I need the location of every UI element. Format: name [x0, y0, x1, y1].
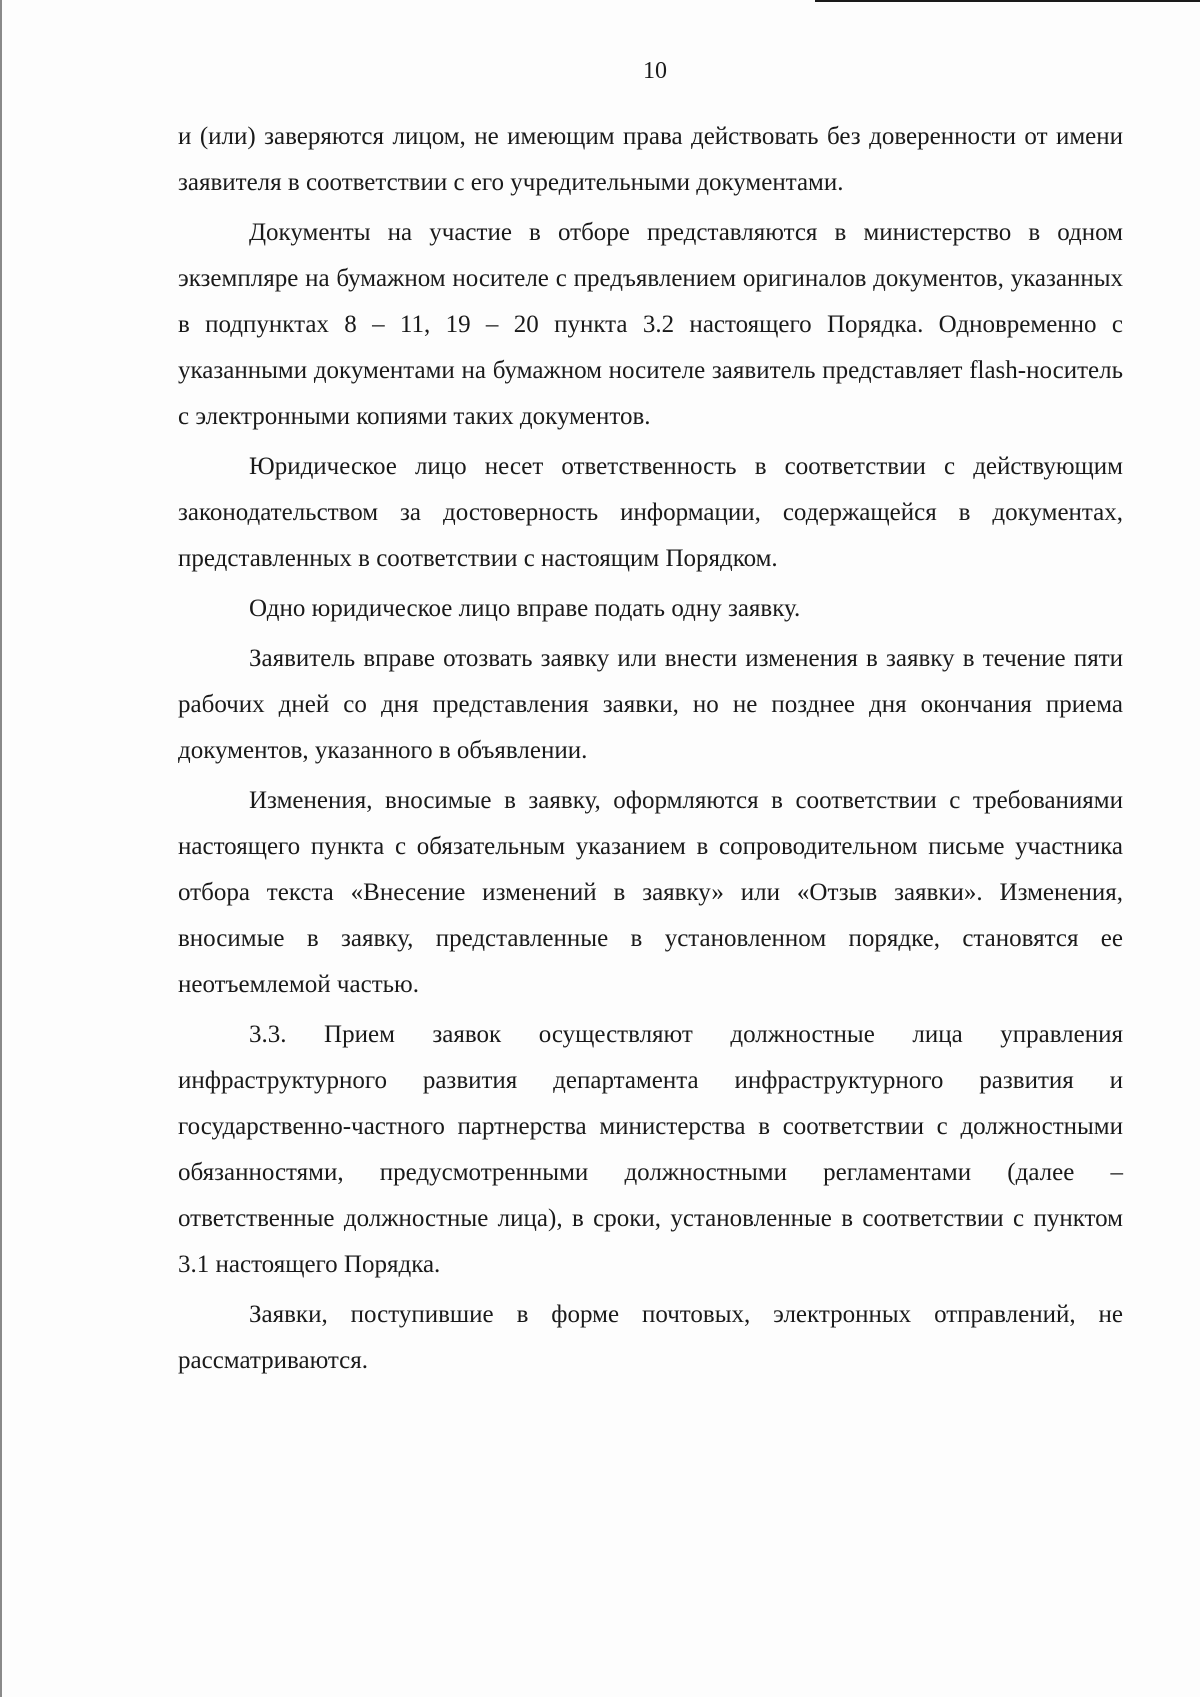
scan-top-edge — [815, 0, 1200, 2]
paragraph-8: Заявки, поступившие в форме почтовых, электронных отправлений, не рассматриваются. — [178, 1301, 1123, 1374]
paragraph-1: и (или) заверяются лицом, не имеющим права действовать без доверенности от имени заявителя в соответствии с его учредительными документами. — [178, 123, 1123, 196]
paragraph-7: 3.3. Прием заявок осуществляют должностные лица управления инфраструктурного развития департамента инфраструктурного развития и государственно-частного партнерства министерства в соответствии с должностными обязанностями, предусмотренными должностными регламентами (далее – ответственные должностные лица), в сроки, установленные в соответствии с пунктом 3.1 настоящего Порядка. — [178, 1021, 1123, 1278]
page-number: 10 — [643, 58, 667, 84]
paragraph-2: Документы на участие в отборе представляются в министерство в одном экземпляре на бумажном носителе с предъявлением оригиналов документов, указанных в подпунктах 8 – 11, 19 – 20 пункта 3.2 настоящего Порядка. Одновременно с указанными документами на бумажном носителе заявитель представляет flash-носитель с электронными копиями таких документов. — [178, 219, 1123, 430]
paragraph-5: Заявитель вправе отозвать заявку или внести изменения в заявку в течение пяти рабочих дней со дня представления заявки, но не позднее дня окончания приема документов, указанного в объявлении. — [178, 645, 1123, 764]
paragraph-3: Юридическое лицо несет ответственность в соответствии с действующим законодательством за достоверность информации, содержащейся в документах, представленных в соответствии с настоящим Порядком. — [178, 453, 1123, 572]
document-body — [178, 114, 1123, 1384]
paragraph-4: Одно юридическое лицо вправе подать одну заявку. — [249, 595, 801, 622]
scan-left-edge — [0, 0, 2, 1697]
paragraph-6: Изменения, вносимые в заявку, оформляются в соответствии с требованиями настоящего пункта с обязательным указанием в сопроводительном письме участника отбора текста «Внесение изменений в заявку» или «Отзыв заявки». Изменения, вносимые в заявку, представленные в установленном порядке, становятся ее неотъемлемой частью. — [178, 787, 1123, 998]
